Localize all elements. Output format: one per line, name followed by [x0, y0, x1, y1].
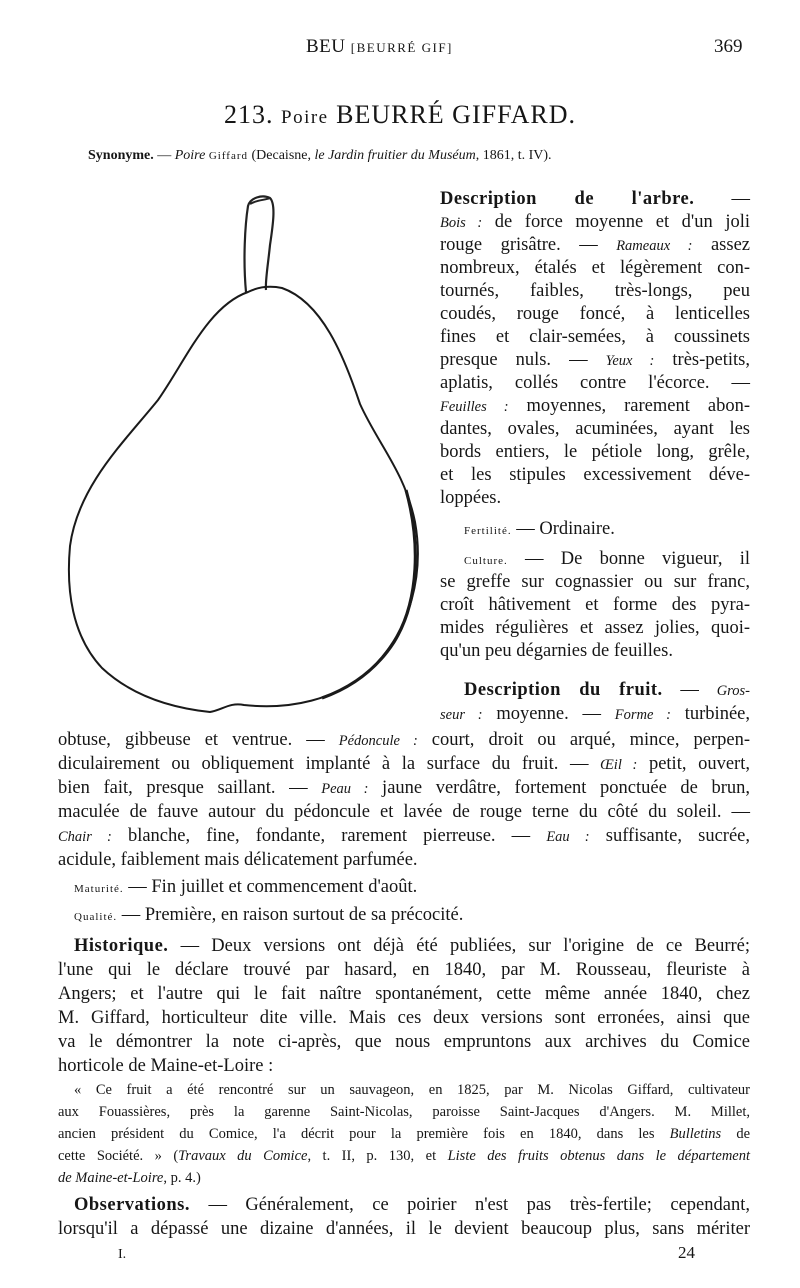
entry-number: 213.	[224, 100, 274, 129]
quote-line-5-end: , p. 4.)	[163, 1170, 201, 1186]
peau-text: jaune verdâtre, fortement ponctuée de brun,	[368, 778, 751, 798]
running-header	[0, 36, 800, 60]
feuilles-text: moyennes, rarement abon-	[508, 396, 750, 416]
pedoncule-label: Pédoncule :	[338, 733, 418, 749]
observations-line-2: lorsqu'il a dépassé une dizaine d'années, il le devient beaucoup plus, sans mériter	[58, 1219, 750, 1239]
tree-line-7	[440, 351, 750, 370]
eau-text: suffisante, sucrée,	[589, 826, 750, 846]
quote-line-4-mid: , t. II, p. 130, et	[307, 1148, 448, 1164]
maturite-line	[74, 878, 417, 897]
tree-dash: —	[694, 189, 750, 209]
tree-line-4: tournés, faibles, très-longs, peu	[440, 281, 750, 301]
signature-mark: I.	[118, 1247, 127, 1262]
fruit-line-4	[58, 755, 750, 774]
fertilite-line	[464, 520, 615, 539]
pear-outline	[69, 287, 418, 712]
synonym-ref-open: (Decaisne,	[248, 148, 315, 163]
culture-line-4: mides régulières et assez jolies, quoi-	[440, 618, 750, 638]
tree-line-5: coudés, rouge foncé, à lenticelles	[440, 304, 750, 324]
qualite-label: Qualité.	[74, 911, 118, 923]
synonym-dash: —	[153, 148, 175, 163]
culture-line-2: se greffe sur cognassier ou sur franc,	[440, 572, 750, 592]
synonym-label: Synonyme.	[88, 148, 154, 163]
oeil-label: Œil :	[600, 757, 638, 773]
fruit-line-6: maculée de fauve autour du pédoncule et lavée de rouge terne du côté du soleil. —	[58, 802, 750, 822]
historique-line-6: horticole de Maine-et-Loire :	[58, 1056, 274, 1076]
grosseur-label-1: Gros-	[716, 683, 750, 699]
quote-line-5	[58, 1171, 201, 1186]
quote-travaux: Travaux du Comice	[178, 1148, 308, 1164]
quote-line-3-end: de	[721, 1126, 751, 1142]
pear-illustration	[60, 190, 425, 720]
rameaux-label: Rameaux :	[616, 238, 693, 254]
quote-liste: Liste des fruits obtenus dans le département	[447, 1148, 751, 1164]
fruit-line-5	[58, 779, 750, 798]
tree-line-8: aplatis, collés contre l'écorce. —	[440, 373, 750, 393]
chair-label: Chair :	[58, 829, 112, 845]
tree-line-3: nombreux, étalés et légèrement con-	[440, 258, 750, 278]
peau-label: Peau :	[321, 781, 369, 797]
historique-line-1	[74, 937, 750, 956]
fruit-line-7	[58, 827, 750, 846]
fruit-line-3	[58, 731, 750, 750]
tree-heading-line	[440, 190, 750, 209]
synonym-name: Poire	[174, 148, 206, 163]
historique-text-1: — Deux versions ont déjà été publiées, sur l'origine de ce Beurré;	[168, 936, 750, 956]
observations-text-1: — Généralement, ce poirier n'est pas très-fertile; cependant,	[189, 1195, 750, 1215]
entry-name: BEURRÉ GIFFARD.	[336, 100, 576, 129]
fruit-heading: Description du fruit.	[464, 680, 663, 700]
historique-line-3: Angers; et l'autre qui le fait naître spontanément, cette même année 1840, chez	[58, 984, 750, 1004]
historique-line-4: M. Giffard, horticulteur dite ville. Mais ces deux versions sont erronées, ainsi que	[58, 1008, 750, 1028]
synonym-line	[88, 148, 552, 164]
tree-line-7-end: très-petits,	[654, 350, 750, 370]
maturite-text: — Fin juillet et commencement d'août.	[123, 877, 418, 897]
running-title: BEU [BEURRÉ GIF]	[306, 36, 453, 57]
quote-maine: de Maine-et-Loire	[58, 1170, 164, 1186]
fruit-line-5-text: bien fait, presque saillant. —	[58, 778, 322, 798]
qualite-line	[74, 906, 463, 925]
pear-stem	[245, 196, 274, 292]
entry-title	[0, 100, 800, 130]
bois-label: Bois :	[440, 215, 483, 231]
grosseur-label-2: seur :	[440, 707, 483, 723]
fruit-heading-line	[464, 681, 750, 700]
entry-kind: Poire	[281, 107, 329, 128]
quote-line-2: aux Fouassières, près la garenne Saint-Nicolas, paroisse Saint-Jacques d'Angers. M. Millet,	[58, 1104, 750, 1120]
pear-shading	[322, 490, 415, 698]
yeux-label: Yeux :	[605, 353, 655, 369]
fruit-dash: —	[662, 680, 717, 700]
bois-text: de force moyenne et d'un joli	[482, 212, 751, 232]
grosseur-text: moyenne. —	[482, 704, 615, 724]
feuilles-label: Feuilles :	[440, 399, 509, 415]
tree-line-10: dantes, ovales, acuminées, ayant les	[440, 419, 750, 439]
qualite-text: — Première, en raison surtout de sa précocité.	[117, 905, 464, 925]
synonym-ref-title: le Jardin fruitier du Muséum	[314, 148, 476, 163]
tree-line-13: loppées.	[440, 488, 502, 508]
tree-line-6: fines et clair-semées, à coussinets	[440, 327, 750, 347]
quote-line-1: « Ce fruit a été rencontré sur un sauvageon, en 1825, par M. Nicolas Giffard, cultivateur	[74, 1082, 750, 1098]
fertilite-text: — Ordinaire.	[511, 519, 615, 539]
quote-line-3	[58, 1127, 750, 1142]
quote-bulletins: Bulletins	[669, 1126, 722, 1142]
forme-text: turbinée,	[671, 704, 750, 724]
page-number: 369	[714, 36, 743, 57]
culture-label: Culture.	[464, 555, 508, 567]
culture-line-5: qu'un peu dégarnies de feuilles.	[440, 641, 673, 661]
tree-line-2-text: rouge grisâtre. —	[440, 235, 617, 255]
sheet-number: 24	[678, 1243, 695, 1262]
culture-line-3: croît hâtivement et forme des pyra-	[440, 595, 750, 615]
tree-line-11: bords entiers, le pétiole long, grêle,	[440, 442, 750, 462]
tree-line-7-text: presque nuls. —	[440, 350, 606, 370]
tree-line-2-end: assez	[692, 235, 750, 255]
forme-label: Forme :	[614, 707, 671, 723]
culture-line-1	[464, 550, 750, 569]
tree-line-2	[440, 236, 750, 255]
quote-line-4	[58, 1149, 750, 1164]
culture-text-1: — De bonne vigueur, il	[507, 549, 750, 569]
observations-label: Observations.	[74, 1195, 190, 1215]
synonym-name-sc: Giffard	[208, 150, 249, 162]
historique-line-2: l'une qui le déclare trouvé par hasard, en 1840, par M. Rousseau, fleuriste à	[58, 960, 750, 980]
fertilite-label: Fertilité.	[464, 525, 512, 537]
fruit-line-4-text: diculairement ou obliquement implanté à la surface du fruit. —	[58, 754, 601, 774]
tree-line-9	[440, 397, 750, 416]
fruit-line-2	[440, 705, 750, 724]
oeil-text: petit, ouvert,	[637, 754, 750, 774]
quote-line-3-text: ancien président du Comice, l'a décrit pour la première fois en 1840, dans les	[58, 1126, 670, 1142]
synonym-ref-close: , 1861, t. IV).	[475, 148, 552, 163]
tree-line-12: et les stipules excessivement déve-	[440, 465, 750, 485]
tree-line-1	[440, 213, 750, 232]
tree-heading: Description de l'arbre.	[440, 189, 695, 209]
historique-label: Historique.	[74, 936, 169, 956]
fruit-line-3-text: obtuse, gibbeuse et ventrue. —	[58, 730, 339, 750]
maturite-label: Maturité.	[74, 883, 124, 895]
observations-line-1	[74, 1196, 750, 1215]
historique-line-5: va le démontrer la note ci-après, que nous empruntons aux archives du Comice	[58, 1032, 750, 1052]
chair-text: blanche, fine, fondante, rarement pierreuse. —	[111, 826, 547, 846]
eau-label: Eau :	[546, 829, 590, 845]
fruit-line-8: acidule, faiblement mais délicatement parfumée.	[58, 850, 418, 870]
pedoncule-text: court, droit ou arqué, mince, perpen-	[417, 730, 750, 750]
quote-line-4-text: cette Société. » (	[58, 1148, 179, 1164]
